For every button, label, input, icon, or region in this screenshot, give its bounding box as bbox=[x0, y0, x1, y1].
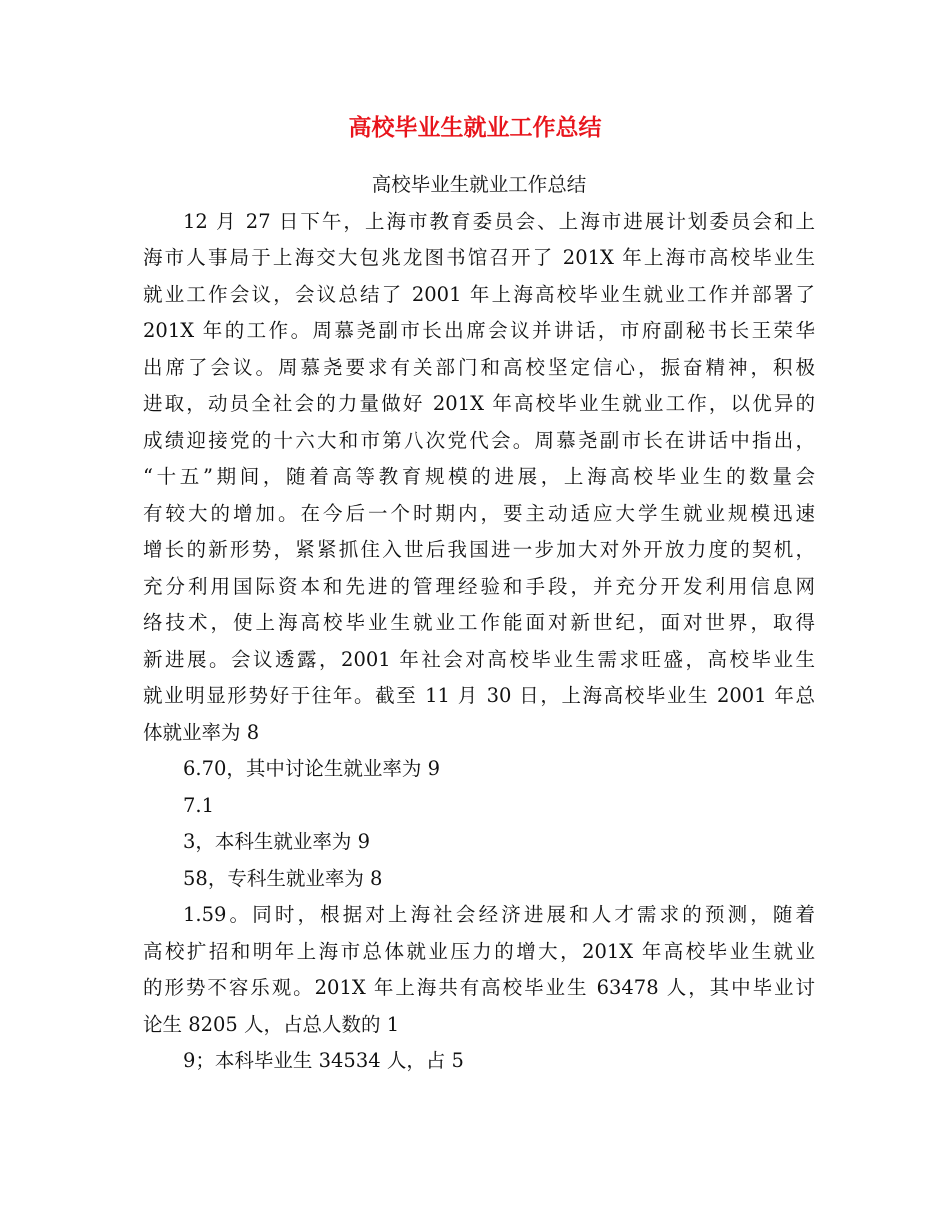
document-subtitle: 高校毕业生就业工作总结 bbox=[371, 173, 587, 196]
paragraph-line: 1.59。同时，根据对上海社会经济进展和人才需求的预测，随着 bbox=[183, 903, 815, 926]
paragraph-line: 7.1 bbox=[183, 793, 215, 817]
paragraph-line: 海市人事局于上海交大包兆龙图书馆召开了 201X 年上海市高校毕业生 bbox=[143, 246, 815, 269]
paragraph-line: 201X 年的工作。周慕尧副市长出席会议并讲话，市府副秘书长王荣华 bbox=[143, 319, 815, 342]
paragraph-line: 增长的新形势，紧紧抓住入世后我国进一步加大对外开放力度的契机， bbox=[143, 538, 815, 561]
paragraph-line: 体就业率为 8 bbox=[143, 720, 260, 744]
paragraph-line: 新进展。会议透露，2001 年社会对高校毕业生需求旺盛，高校毕业生 bbox=[143, 647, 815, 671]
paragraph-line: 9；本科毕业生 34534 人，占 5 bbox=[183, 1049, 464, 1072]
paragraph-line: 络技术，使上海高校毕业生就业工作能面对新世纪，面对世界，取得 bbox=[143, 611, 815, 634]
paragraph-line: 58，专科生就业率为 8 bbox=[183, 866, 383, 890]
paragraph-line: 高校扩招和明年上海市总体就业压力的增大，201X 年高校毕业生就业 bbox=[143, 939, 815, 963]
paragraph-line: 6.70，其中讨论生就业率为 9 bbox=[183, 757, 441, 780]
paragraph-line: 进取，动员全社会的力量做好 201X 年高校毕业生就业工作，以优异的 bbox=[143, 392, 815, 415]
paragraph-line: 12 月 27 日下午，上海市教育委员会、上海市进展计划委员会和上 bbox=[183, 209, 815, 233]
document-body bbox=[143, 167, 815, 1080]
paragraph-line: 就业工作会议，会议总结了 2001 年上海高校毕业生就业工作并部署了 bbox=[143, 282, 815, 306]
paragraph-line: “十五”期间，随着高等教育规模的进展，上海高校毕业生的数量会 bbox=[143, 465, 815, 488]
paragraph-line: 的形势不容乐观。201X 年上海共有高校毕业生 63478 人，其中毕业讨 bbox=[143, 976, 815, 999]
paragraph-line: 就业明显形势好于往年。截至 11 月 30 日，上海高校毕业生 2001 年总 bbox=[143, 684, 815, 707]
paragraph-line: 3，本科生就业率为 9 bbox=[183, 830, 371, 853]
paragraph-line: 充分利用国际资本和先进的管理经验和手段，并充分开发利用信息网 bbox=[143, 574, 815, 598]
document-title: 高校毕业生就业工作总结 bbox=[348, 114, 602, 141]
paragraph-line: 有较大的增加。在今后一个时期内，要主动适应大学生就业规模迅速 bbox=[143, 501, 815, 525]
paragraph-line: 成绩迎接党的十六大和市第八次党代会。周慕尧副市长在讲话中指出， bbox=[143, 428, 815, 452]
paragraph-line: 出席了会议。周慕尧要求有关部门和高校坚定信心，振奋精神，积极 bbox=[143, 355, 815, 379]
paragraph-line: 论生 8205 人，占总人数的 1 bbox=[143, 1012, 400, 1036]
